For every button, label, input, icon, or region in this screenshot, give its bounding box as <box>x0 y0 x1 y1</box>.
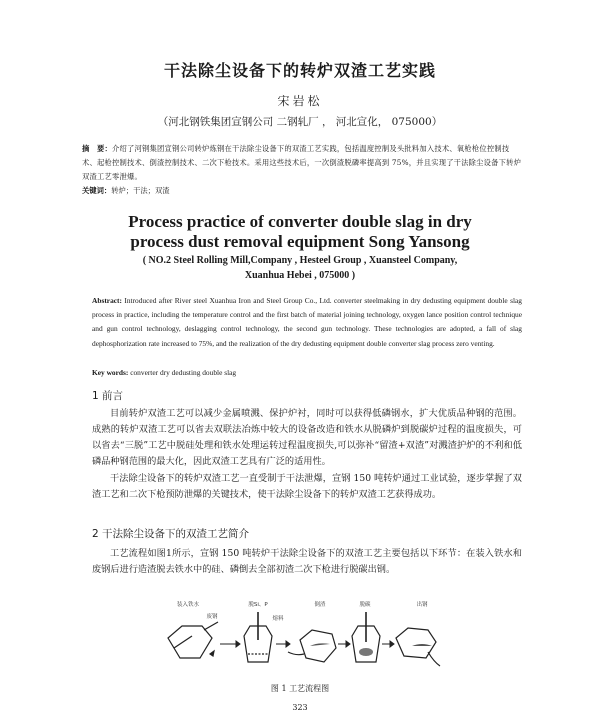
paragraph-1: 目前转炉双渣工艺可以减少金属喷溅、保护炉衬，同时可以获得低磷钢水，扩大优质品种钢的范围。成熟的转炉双渣工艺可以省去双联法冶炼中较大的设备改造和铁水从脱磷炉到脱碳炉过程的温度损失，可以省去“三脱”工艺中脱硅处理和铁水处理运转过程温度损失,可以弥补“留渣+双渣”对溅渣护炉的不利和低磷品种钢范围的最大化，因此双渣工艺具有广泛的适用性。 <box>92 408 522 467</box>
converter-charging-icon <box>168 622 218 658</box>
english-abstract <box>92 294 522 351</box>
converter-desi-icon <box>244 612 272 662</box>
chinese-abstract-text: 介绍了河钢集团宣钢公司转炉炼钢在干法除尘设备下的双渣工艺实践，包括温度控制及头批料加入技术、氧枪枪位控制技术、起枪控制技术、倒渣控制技术、二次下枪技术。采用这些技术后，一次倒渣脱磷率提高到 75%，并且实现了干法除尘设备下转炉双渣工艺零泄爆。 <box>82 144 522 181</box>
english-affiliation-line2: Xuanhua Hebei , 075000 ) <box>244 270 356 281</box>
chinese-abstract <box>82 142 522 184</box>
paragraph-2: 干法除尘设备下的转炉双渣工艺一直受制于干法泄爆，宣钢 150 吨转炉通过工业试验，逐步掌握了双渣工艺和二次下枪预防泄爆的关键技术，使干法除尘设备下的转炉双渣工艺获得成功。 <box>92 473 522 500</box>
converter-deslag-icon <box>288 630 336 662</box>
english-keywords-text: converter dry dedusting double slag <box>130 368 237 377</box>
fig-label-decarb: 脱碳 <box>359 602 371 608</box>
paragraph-3: 工艺流程如图1所示，宣钢 150 吨转炉干法除尘设备下的双渣工艺主要包括以下环节：在装入铁水和废钢后进行造渣脱去铁水中的硅、磷倒去全部初渣二次下枪进行脱碳出钢。 <box>92 548 522 575</box>
english-title-line2: process dust removal equipment Song Yansong <box>130 232 470 251</box>
english-affiliation <box>0 253 600 283</box>
fig-sublabel-flux: 熔料 <box>272 616 284 622</box>
chinese-keywords <box>82 186 522 196</box>
english-abstract-text: Introduced after River steel Xuanhua Iron and Steel Group Co., Ltd. converter steelmaking in dry dedusting equipment double slag process in practice, including the temperature control and the first batch of material joining technology, oxygen lance position control technique and gun control technology, deslagging control technology, the second gun technology. These technologies are adopted, a fall of slag dephosphorization rate increased to 75%, and the realization of the dry dedusting equipment double converter slag process zero venting. <box>92 296 522 348</box>
fig-sublabel-scrap: 废钢 <box>206 614 218 620</box>
converter-decarb-icon <box>352 612 380 662</box>
converter-tapping-icon <box>396 628 440 666</box>
page-number: 323 <box>292 703 308 712</box>
fig-label-tapping: 出钢 <box>416 602 428 608</box>
fig-label-deslag: 倒渣 <box>314 602 326 608</box>
chinese-abstract-label: 摘 要： <box>82 144 112 153</box>
fig-label-desi-p: 脱Si、P <box>248 602 268 608</box>
english-title <box>0 212 600 252</box>
chinese-keywords-text: 转炉；干法；双渣 <box>111 186 170 195</box>
chinese-title: 干法除尘设备下的转炉双渣工艺实践 <box>163 61 436 80</box>
chinese-keywords-label: 关键词： <box>82 186 112 195</box>
figure-caption: 图 1 工艺流程图 <box>270 684 330 693</box>
section-2-heading: 2 干法除尘设备下的双渣工艺简介 <box>92 528 250 540</box>
english-abstract-label: Abstract: <box>92 296 122 305</box>
fig-label-charge: 装入铁水 <box>176 602 200 608</box>
english-affiliation-line1: ( NO.2 Steel Rolling Mill,Company , Hesteel Group , Xuansteel Company, <box>142 255 458 266</box>
section-1-heading: 1 前言 <box>92 390 124 402</box>
english-keywords <box>92 368 522 377</box>
english-keywords-label: Key words: <box>92 368 129 377</box>
chinese-affiliation: （河北钢铁集团宣钢公司 二钢轧厂 ， 河北宣化， 075000） <box>157 116 443 128</box>
english-title-line1: Process practice of converter double slag in dry <box>128 212 472 231</box>
process-flow-figure <box>160 596 450 676</box>
chinese-author: 宋岩松 <box>277 94 323 108</box>
